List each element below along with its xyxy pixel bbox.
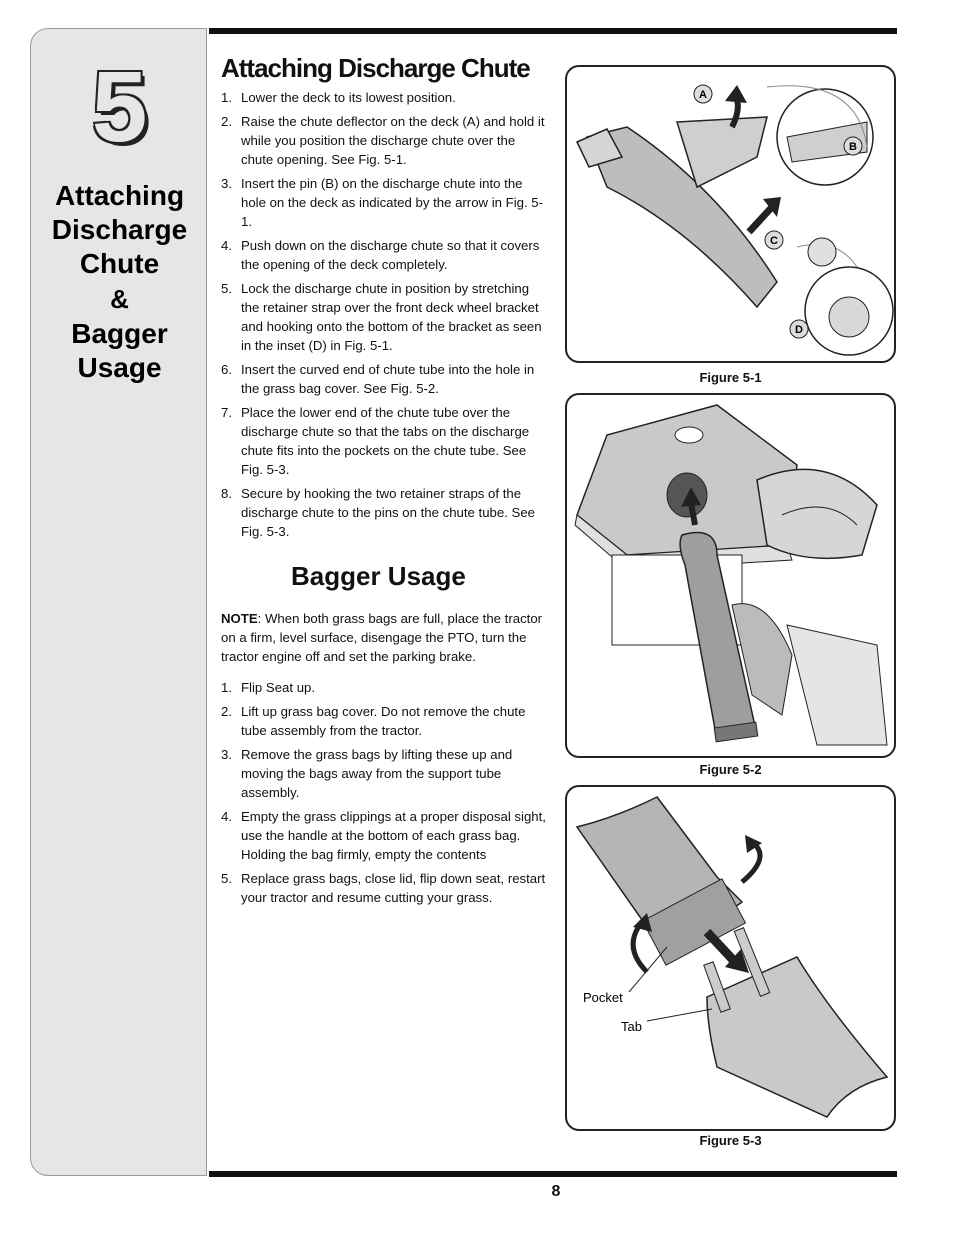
note-label: NOTE — [221, 611, 258, 626]
step-text: Lift up grass bag cover. Do not remove the chute tube assembly from the tractor. — [241, 704, 526, 738]
list-item — [221, 678, 551, 697]
step-text: Replace grass bags, close lid, flip down seat, restart your tractor and resume cutting your grass. — [241, 871, 546, 905]
step-text: Push down on the discharge chute so that it covers the opening of the deck completely. — [241, 238, 540, 272]
top-rule — [209, 28, 897, 34]
section-heading-bagger: Bagger Usage — [291, 561, 466, 591]
label-d: D — [795, 324, 803, 336]
step-number: 5. — [221, 871, 232, 886]
step-number: 1. — [221, 90, 232, 105]
step-text: Place the lower end of the chute tube over the discharge chute so that the tabs on the discharge chute fits into the pockets on the chute tube. See Fig. 5-3. — [241, 405, 530, 477]
list-item — [221, 236, 551, 274]
section-heading-attaching: Attaching Discharge Chute — [221, 53, 530, 83]
chapter-title-line: Chute — [79, 248, 160, 279]
step-text: Empty the grass clippings at a proper disposal sight, use the handle at the bottom of each grass bag. Holding the bag firmly, empty the contents — [241, 809, 546, 862]
bottom-rule — [209, 1171, 897, 1177]
step-number: 1. — [221, 680, 232, 695]
list-item — [221, 702, 551, 740]
chapter-title-amp: & — [110, 284, 129, 314]
step-text: Remove the grass bags by lifting these up and moving the bags away from the support tube assembly. — [241, 747, 513, 800]
note-text: : When both grass bags are full, place the tractor on a firm, level surface, disengage the PTO, turn the tractor engine off and set the parking brake. — [221, 611, 543, 664]
chapter-title-line: Usage — [77, 352, 162, 383]
chapter-sidebar — [30, 28, 207, 1176]
step-text: Insert the curved end of chute tube into the hole in the grass bag cover. See Fig. 5-2. — [241, 362, 535, 396]
step-number: 7. — [221, 405, 232, 420]
list-item — [221, 484, 551, 541]
step-number: 2. — [221, 114, 232, 129]
label-tab: Tab — [621, 1019, 642, 1034]
step-text: Insert the pin (B) on the discharge chute into the hole on the deck as indicated by the arrow in Fig. 5-1. — [241, 176, 544, 229]
label-pocket: Pocket — [583, 990, 623, 1005]
figure-5-2 — [565, 393, 896, 758]
label-c: C — [770, 235, 778, 247]
label-a: A — [699, 89, 707, 101]
step-number: 4. — [221, 809, 232, 824]
chapter-title — [31, 179, 208, 385]
list-item — [221, 279, 551, 355]
figure-caption: Figure 5-1 — [699, 370, 762, 385]
figure-5-2-illustration — [567, 395, 894, 756]
step-text: Raise the chute deflector on the deck (A) and hold it while you position the discharge chute over the chute opening. See Fig. 5-1. — [241, 114, 545, 167]
bagger-steps-list — [221, 678, 551, 907]
page-number: 8 — [551, 1183, 561, 1200]
figure-5-3 — [565, 785, 896, 1131]
list-item — [221, 403, 551, 479]
chapter-title-line: Discharge — [51, 214, 188, 245]
figure-5-1 — [565, 65, 896, 363]
figure-caption: Figure 5-3 — [699, 1133, 762, 1148]
step-number: 2. — [221, 704, 232, 719]
chapter-title-line: Bagger — [71, 318, 168, 349]
step-text: Secure by hooking the two retainer straps of the discharge chute to the pins on the chute tube. See Fig. 5-3. — [241, 486, 535, 539]
step-number: 4. — [221, 238, 232, 253]
list-item — [221, 360, 551, 398]
chapter-number: 5 — [91, 51, 148, 163]
step-number: 8. — [221, 486, 232, 501]
step-text: Lower the deck to its lowest position. — [241, 90, 456, 105]
note-paragraph — [221, 609, 551, 666]
step-number: 5. — [221, 281, 232, 296]
step-number: 3. — [221, 747, 232, 762]
step-text: Lock the discharge chute in position by stretching the retainer strap over the front deck wheel bracket and hooking onto the bottom of the bracket as seen in the inset (D) in Fig. 5-1. — [241, 281, 542, 353]
list-item — [221, 807, 551, 864]
list-item — [221, 88, 551, 107]
main-content — [221, 52, 551, 912]
list-item — [221, 174, 551, 231]
list-item — [221, 745, 551, 802]
step-text: Flip Seat up. — [241, 680, 316, 695]
list-item — [221, 869, 551, 907]
figure-5-1-illustration — [567, 67, 894, 361]
figure-5-3-illustration — [567, 787, 894, 1129]
attaching-steps-list — [221, 88, 551, 541]
list-item — [221, 112, 551, 169]
step-number: 3. — [221, 176, 232, 191]
label-b: B — [849, 141, 857, 153]
chapter-title-line: Attaching — [54, 180, 185, 211]
figure-caption: Figure 5-2 — [699, 762, 762, 777]
step-number: 6. — [221, 362, 232, 377]
